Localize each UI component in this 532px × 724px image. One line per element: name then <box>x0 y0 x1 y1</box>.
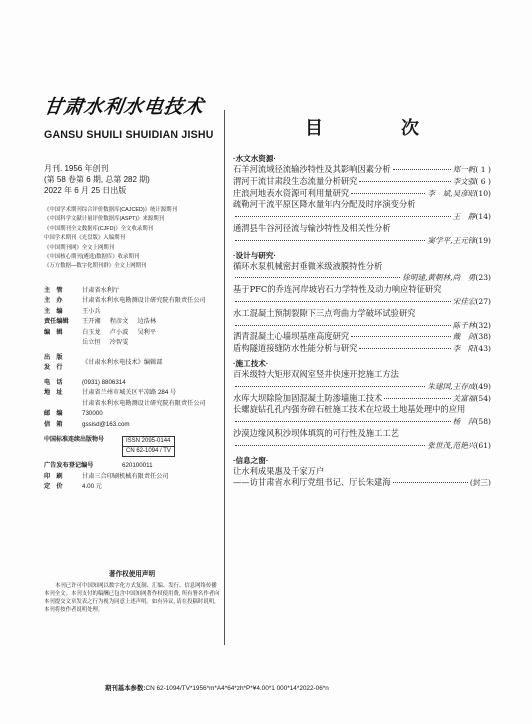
article-title: 沙漠边缘风积沙坝体填筑的可行性及施工工艺 <box>233 427 399 438</box>
volume-issue: (第 58 卷第 6 期, 总第 282 期) <box>44 175 150 184</box>
article-author: 张世茂,范艳兴 <box>427 440 476 450</box>
staff-label: 编 辑 <box>44 328 63 336</box>
staff-value: 《甘肃水利水电技术》编辑部 <box>82 358 163 366</box>
article-subtitle: ——访甘肃省水利厅党组书记、厅长朱建海 <box>233 477 391 488</box>
issn-number: ISSN 2095-0144 <box>122 436 175 447</box>
staff-label: 主 办 <box>44 297 63 305</box>
staff-row <box>44 378 220 389</box>
staff-row <box>44 353 220 374</box>
article-author: 郑一帆 <box>452 165 476 174</box>
index-item: 《中国期刊网》全文上网期刊 <box>44 244 115 251</box>
leader-dots <box>359 181 450 182</box>
page-number: (49) <box>475 381 491 391</box>
address-line: 甘肃省兰州市城关区平凉路 284 号 <box>82 389 177 397</box>
editor-name: 岳立恒 <box>82 339 101 347</box>
page-number: (27) <box>475 296 491 306</box>
staff-row <box>44 409 220 420</box>
toc-entry[interactable] <box>233 188 491 200</box>
staff-label: 定 价 <box>44 483 63 491</box>
article-title: 水工混凝土预制裂隙下三点弯曲力学破坏试验研究 <box>233 307 416 318</box>
leader-dots <box>235 386 425 387</box>
article-title: 基于PFC的乔连河岸坡岩石力学特性及动力响应特征研究 <box>233 284 442 295</box>
staff-value: gssisd@163.com <box>82 420 130 428</box>
staff-value <box>82 338 220 349</box>
page-number: (58) <box>475 417 491 427</box>
article-author: 朱建国,王存成 <box>427 381 476 391</box>
toc-entry[interactable] <box>233 284 491 308</box>
article-title: 洒青混凝土心墙坝基座高度研究 <box>233 331 350 342</box>
toc-entry[interactable] <box>233 164 491 176</box>
leader-dots <box>351 193 425 194</box>
journal-logo: 甘肃水利水电技术 <box>42 96 206 118</box>
toc-section-heading: ·信息之窗· <box>233 455 269 465</box>
leader-dots <box>235 445 425 446</box>
address-line: 甘肃省水利水电勘测设计研究院有限责任公司 <box>82 399 206 407</box>
staff-value: 甘肃三合印刷机械有限责任公司 <box>82 472 169 480</box>
article-title: 庄浪河地表水资源可利用量研究 <box>233 187 350 198</box>
staff-value <box>82 388 220 409</box>
editor-name: 程彦文 <box>109 318 129 326</box>
leader-dots <box>235 301 451 302</box>
article-title: 水库大坝除险加固混凝土防渗墙施工技术 <box>233 392 383 403</box>
staff-label: 发 行 <box>44 364 63 372</box>
page-number: (14) <box>475 212 491 222</box>
toc-entry[interactable] <box>233 343 491 355</box>
copyright-notice <box>44 568 220 614</box>
parameters-label: 期刊基本参数: <box>105 685 146 692</box>
staff-row <box>44 420 220 431</box>
article-title: 循环水泵机械密封垂微米级液膜特性分析 <box>233 260 383 271</box>
copyright-title: 著作权使用声明 <box>108 571 156 578</box>
page-number: (封三) <box>469 478 491 488</box>
staff-label: 地 址 <box>44 389 63 397</box>
staff-value: 王小兵 <box>82 307 101 315</box>
page-number: ( 1 ) <box>475 165 491 174</box>
staff-label: 责任编辑 <box>44 318 69 326</box>
editor-name: 吴利平 <box>137 328 157 336</box>
toc-entry[interactable] <box>233 261 491 285</box>
editorial-staff <box>44 286 220 493</box>
article-author: 徐明建,黄朝林,尚 勇 <box>402 273 476 283</box>
index-item: 《中国科学文献计量评价数据库(ASPT)》来源期刊 <box>44 216 165 223</box>
article-title: 百米级特大矩形双阀室竖井快速开挖施工方法 <box>233 368 399 379</box>
index-item: 中国学术期刊《光盘版》入编期刊 <box>44 235 125 242</box>
index-list <box>44 206 220 272</box>
toc-title: 目 次 <box>305 118 449 139</box>
staff-row <box>44 482 220 493</box>
staff-value <box>82 317 220 328</box>
page-number: (38) <box>475 332 491 342</box>
article-author: 王 静 <box>452 212 476 222</box>
staff-value: 730000 <box>82 410 103 418</box>
issn-row <box>44 436 220 457</box>
staff-row <box>44 296 220 307</box>
article-author: 杨 萍 <box>452 417 476 427</box>
toc-entry[interactable] <box>233 176 491 188</box>
issn-box <box>122 436 175 457</box>
journal-title-en: GANSU SHUILI SHUIDIAN JISHU <box>44 129 214 141</box>
leader-dots <box>351 336 450 337</box>
publication-info <box>44 163 220 196</box>
toc-entry[interactable] <box>233 223 491 247</box>
staff-label: 主 编 <box>44 307 63 315</box>
page-number: (61) <box>475 440 491 450</box>
index-item: 《万方数据—数字化期刊群》全文上网期刊 <box>44 263 147 270</box>
page-number: ( 6 ) <box>475 176 491 186</box>
publication-date: 2022 年 6 月 25 日出版 <box>44 186 127 195</box>
leader-dots <box>235 240 425 241</box>
staff-row <box>44 338 220 349</box>
publication-frequency: 月刊. 1956 年创刊 <box>44 164 109 173</box>
index-item: 《中国期刊全文数据库(CJFD)》全文收录期刊 <box>44 225 154 232</box>
table-of-contents <box>233 150 491 489</box>
toc-entry[interactable] <box>233 369 491 393</box>
leader-dots <box>235 277 400 278</box>
staff-value: 620100011 <box>122 462 153 470</box>
staff-row <box>44 472 220 483</box>
leader-dots <box>384 398 450 399</box>
page-number: (19) <box>475 235 491 245</box>
index-item: 《中国核心期刊(遴选)数据库》收录期刊 <box>44 254 140 261</box>
staff-row <box>44 461 220 472</box>
editor-name: 冷智雯 <box>109 339 129 347</box>
index-item: 《中国学术期刊综合评价数据库(CAJCED)》统计源期刊 <box>44 207 177 213</box>
article-title: 石羊河流域径流输沙特性及其影响因素分析 <box>233 164 391 174</box>
toc-entry[interactable] <box>233 331 491 343</box>
article-author: 李 阳 <box>452 344 476 354</box>
article-title: 让水利成果惠及千家万户 <box>233 465 325 476</box>
toc-entry[interactable] <box>233 393 491 405</box>
article-author: 李 斌,吴彦昭 <box>427 188 476 198</box>
toc-section-heading: ·水文水资源· <box>233 154 277 163</box>
article-author: 宋佳宏 <box>452 296 476 306</box>
staff-label: 广告发布登记编号 <box>44 462 94 470</box>
leader-dots <box>359 348 450 349</box>
staff-row <box>44 388 220 409</box>
toc-entry[interactable] <box>233 199 491 223</box>
leader-dots <box>393 169 451 170</box>
article-title: 盾构隧道接缝防水性能分析与研究 <box>233 343 358 354</box>
leader-dots <box>235 216 451 217</box>
article-author: 关富福 <box>452 393 476 403</box>
article-title: 疏勒河干流平原区降水量年内分配及时序演变分析 <box>233 199 416 210</box>
editor-name: 王开湘 <box>82 318 101 326</box>
article-author: 陈千林 <box>452 320 476 330</box>
page-number: (10) <box>475 188 491 198</box>
staff-label: 邮 编 <box>44 410 63 418</box>
staff-value: 甘肃省水利厅 <box>82 286 120 294</box>
article-title: 长螺旋钻孔孔内强夯碎石桩施工技术在垃圾土地基处理中的应用 <box>233 404 466 415</box>
toc-entry[interactable] <box>233 404 491 428</box>
leader-dots <box>393 482 468 483</box>
copyright-text: 本刊已许可中国知网以数字化方式复制、汇编、发行、信息网络传播本刊全文。本刊支付的稿酬已包含中国知网著作权使用费, 所有署名作者向本刊提交文章发表之行为视为同意上述声明。如有异议, 请在投稿时说明, 本刊将按作者说明处理。 <box>44 583 220 613</box>
toc-entry[interactable] <box>233 308 491 332</box>
editor-name: 边浩林 <box>137 318 157 326</box>
leader-dots <box>235 421 451 422</box>
staff-value <box>82 328 220 339</box>
staff-value: (0931) 8806314 <box>82 378 126 386</box>
page-number: (23) <box>475 273 491 283</box>
journal-parameters <box>105 683 329 692</box>
staff-label: 电 话 <box>44 378 63 386</box>
article-title: 通渭县牛谷河径流与输沙特性及相关性分析 <box>233 222 391 233</box>
article-author: 窦学平,王元锋 <box>427 235 476 245</box>
page-number: (54) <box>475 393 491 403</box>
page-number: (32) <box>475 320 491 330</box>
article-author: 戴 剑 <box>452 332 476 342</box>
toc-entry[interactable] <box>233 466 491 490</box>
masthead-column <box>44 92 220 493</box>
staff-row <box>44 328 220 339</box>
staff-row <box>44 317 220 328</box>
parameters-value: CN 62-1094/TV*1956*m*A4*64*zh*P*¥4.00*1 000*14*2022-06*n <box>145 685 329 692</box>
toc-section-heading: ·设计与研究· <box>233 250 277 260</box>
page-number: (43) <box>475 344 491 354</box>
toc-entry[interactable] <box>233 428 491 452</box>
toc-section-heading: ·施工技术· <box>233 358 269 368</box>
staff-label: 出 版 <box>44 353 63 361</box>
editor-name: 卢小波 <box>109 328 129 336</box>
staff-label: 主 管 <box>44 286 63 294</box>
staff-row <box>44 307 220 318</box>
cn-number: CN 62-1094 / TV <box>122 447 175 457</box>
staff-value: 甘肃省水利水电勘测设计研究院有限责任公司 <box>82 297 206 305</box>
leader-dots <box>235 325 451 326</box>
article-author: 李文强 <box>452 176 476 186</box>
staff-label: 印 刷 <box>44 472 63 480</box>
staff-label: 信 箱 <box>44 420 63 428</box>
staff-value: 4.00 元 <box>82 483 102 491</box>
staff-row <box>44 286 220 297</box>
staff-label: 中国标准连续出版物号 <box>44 437 105 444</box>
article-title: 渭河干流甘肃段生态流量分析研究 <box>233 175 358 186</box>
column-divider <box>224 110 225 645</box>
editor-name: 白玉龙 <box>82 328 101 336</box>
